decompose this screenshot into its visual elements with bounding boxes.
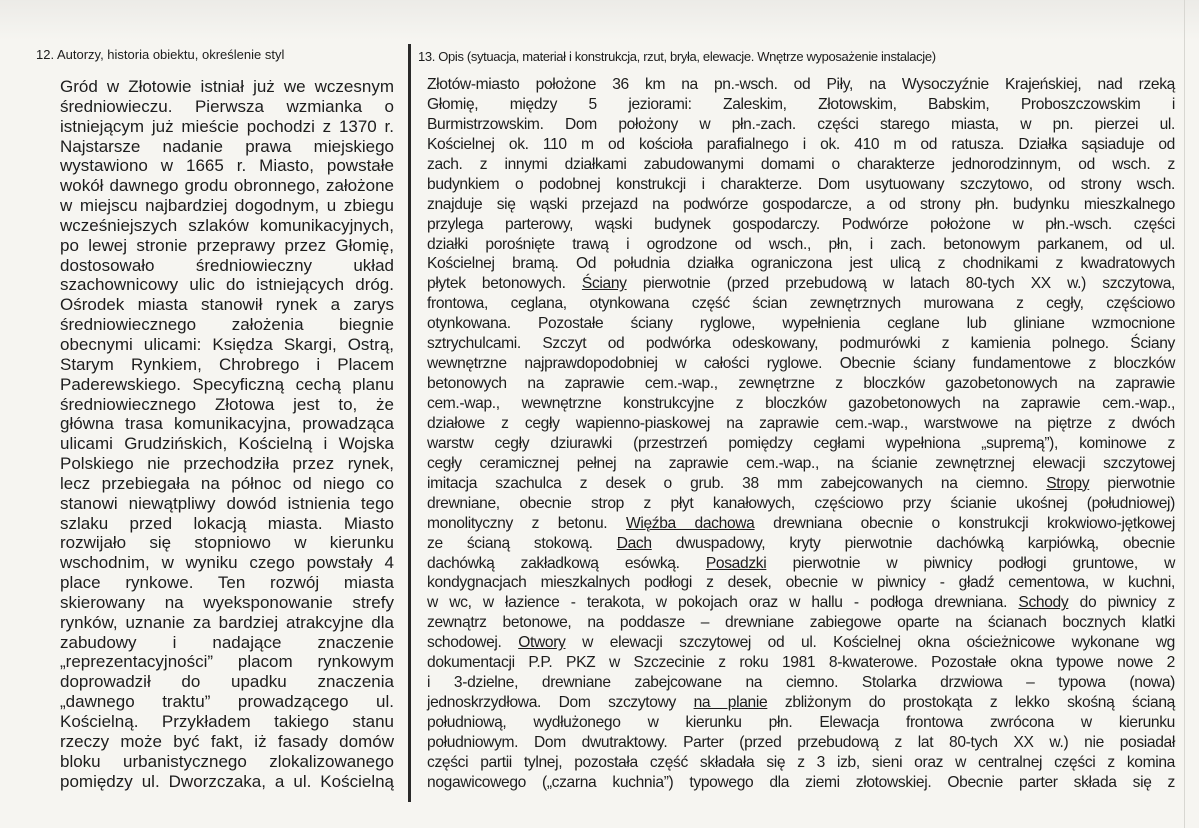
text-segment: części partii tylnej, pozostała część składała się z 3 izb, sieni oraz w centralnej części z komina — [427, 753, 1175, 771]
text-segment: betonowych na zaprawie cem.-wap., zewnętrzne z bloczków gazobetonowych na zaprawie — [427, 375, 1175, 393]
underlined-term: Schody — [1018, 594, 1069, 612]
text-line — [427, 653, 1175, 673]
text-line — [427, 155, 1175, 175]
text-segment: zach. z innymi działkami zabudowanymi domami o charakterze jednorodzinnym, od wsch. z — [427, 155, 1175, 173]
text-line — [427, 633, 1175, 653]
text-segment: w elewacji szczytowej od ul. Kościelnej okna ościeżnicowe wykonane wg — [565, 634, 1176, 652]
text-line — [427, 494, 1175, 514]
text-line — [427, 354, 1175, 374]
underlined-term: na planie — [693, 694, 768, 712]
text-line: Polskiego nie przechodziła przez rynek, — [60, 454, 394, 474]
text-segment: nogawicowego („czarna kuchnia”) typowego dla ziemi złotowskiej. Obecnie parter składa się z — [427, 773, 1175, 791]
text-line — [427, 534, 1175, 554]
text-line: Gród w Złotowie istniał już we wczesnym — [60, 77, 394, 96]
text-line — [427, 215, 1175, 235]
text-segment: budynkiem o podobnej konstrukcji i charakterze. Dom usytuowany szczytowo, od strony wsch. — [427, 175, 1175, 193]
text-line: średniowieczu. Pierwsza wzmianka o — [60, 96, 394, 116]
text-line: wcześniejszych szlaków komunikacyjnych, — [60, 215, 394, 235]
text-line: rozwijało się stopniowo w kierunku — [60, 533, 394, 553]
text-line — [427, 95, 1175, 115]
text-segment: Kościelnej ok. 110 m od kościoła parafialnego i ok. 410 m od ratusza. Działka sąsiaduje od — [427, 135, 1175, 153]
text-line — [427, 454, 1175, 474]
text-line — [427, 554, 1175, 574]
underlined-term: Ściany — [581, 275, 627, 293]
text-segment: pierwotnie — [1089, 474, 1175, 492]
underlined-term: Więźba dachowa — [625, 514, 755, 532]
text-segment: do piwnicy z — [1068, 594, 1175, 612]
text-line: istniejącym już mieście pochodzi z 1370 r. — [60, 116, 394, 136]
text-segment: pierwotnie (przed przebudową w latach 80-tych XX w.) szczytowa, — [626, 275, 1176, 293]
text-line: pomiędzy ul. Dworzczaka, a ul. Kościelną — [60, 771, 394, 791]
text-line — [427, 274, 1175, 294]
text-line: stanowi niewątpliwy dowód istnienia tego — [60, 493, 394, 513]
text-line — [427, 474, 1175, 494]
text-segment: zewnątrz betonowe, na poddasze – drewniane zabiegowe oparte na ścianach bocznych klatki — [427, 614, 1175, 632]
text-line: „reprezentacyjności” placom rynkowym — [60, 652, 394, 672]
scan-shading — [0, 0, 1199, 40]
text-line: zabudowy i nadające znaczenie — [60, 632, 394, 652]
underlined-term: Posadzki — [705, 554, 767, 572]
text-line: doprowadził do upadku znaczenia — [60, 672, 394, 692]
text-segment: południową, wydłużonego w kierunku płn. Elewacja frontowa zwrócona w kierunku — [427, 714, 1175, 731]
text-segment: schodowej. — [427, 634, 519, 652]
text-segment: południowym. Dom dwutraktowy. Parter (przed przebudową z lat 80-tych XX w.) nie posiadał — [427, 733, 1175, 751]
text-line: szlaku przed lokacją miasta. Miasto — [60, 513, 394, 533]
text-segment: ze ścianą stokową. — [427, 534, 617, 552]
text-segment: drewniana obecnie o konstrukcji krokwiowo-jętkowej — [754, 514, 1175, 532]
section-13-heading: 13. Opis (sytuacja, materiał i konstrukcja, rzut, bryła, elewacje. Wnętrze wyposażenie instalacje) — [418, 49, 936, 64]
text-line — [427, 753, 1175, 773]
text-line: rynków, uznanie za bardziej atrakcyjne dla — [60, 612, 394, 632]
text-line — [427, 713, 1175, 733]
text-segment: Głomię, między 5 jeziorami: Zaleskim, Złotowskim, Babskim, Proboszczowskim i — [427, 95, 1175, 113]
text-line: „dawnego traktu” prowadzącego ul. — [60, 692, 394, 712]
text-line — [427, 254, 1175, 274]
text-segment: cem.-wap., wewnętrzne konstrukcyjne z bloczków gazobetonowych na zaprawie cem.-wap., — [427, 395, 1175, 412]
text-line: średniowiecznego założenia biegnie — [60, 315, 394, 335]
text-segment: dachówką zakładkową esówką. — [427, 554, 706, 572]
text-segment: Burmistrzowskim. Dom położony w płn.-zach. części starego miasta, w pn. pierzei ul. — [427, 115, 1175, 133]
text-line — [427, 733, 1175, 753]
text-segment: pierwotnie w piwnicy podłogi gruntowe, w — [766, 554, 1175, 572]
text-line — [427, 394, 1175, 414]
text-line — [427, 613, 1175, 633]
column-divider — [408, 44, 411, 802]
text-line — [427, 374, 1175, 394]
page-edge — [1184, 0, 1185, 828]
text-segment: w wc, w łazience - terakota, w pokojach oraz w hallu - podłoga drewniana. — [427, 594, 1019, 612]
text-segment: drewniane, obecnie strop z płyt kanałowych, częściowo przy ścianie ukośnej (południowej) — [427, 494, 1175, 512]
text-line: Ośrodek miasta stanowił rynek a zarys — [60, 295, 394, 315]
text-line — [427, 514, 1175, 534]
text-line — [427, 673, 1175, 693]
underlined-term: Dach — [616, 534, 652, 552]
text-line: Starym Rynkiem, Chrobrego i Placem — [60, 354, 394, 374]
underlined-term: Otwory — [518, 634, 566, 652]
text-line — [427, 593, 1175, 613]
text-line — [427, 414, 1175, 434]
text-line: bloku urbanistycznego zlokalizowanego — [60, 751, 394, 771]
description-text-column — [427, 75, 1175, 793]
text-segment: dwuspadowy, kryty pierwotnie dachówką karpiówką, obecnie — [651, 534, 1175, 552]
text-line: place rynkowe. Ten rozwój miasta — [60, 573, 394, 593]
text-segment: działowe z cegły wapienno-piaskowej na zaprawie cem.-wap., warstwowe na piętrze z dwóch — [427, 414, 1175, 432]
text-line: główna trasa komunikacyjna, prowadząca — [60, 414, 394, 434]
text-line: Najstarsze nadanie prawa miejskiego — [60, 136, 394, 156]
text-line: ulicami Grudzińskich, Kościelną i Wojska — [60, 434, 394, 454]
text-line: obecnymi ulicami: Księdza Skargi, Ostrą, — [60, 334, 394, 354]
text-line: dostosowało średniowieczny układ — [60, 255, 394, 275]
text-segment: wewnętrzne najprawdopodobniej w całości ryglowe. Obecnie ściany fundamentowe z bloczków — [427, 355, 1175, 373]
text-segment: sztrychulcami. Szczyt od podwórka odeskowany, podmurówki z kamienia polnego. Ściany — [427, 335, 1175, 353]
text-line: wystawiono w 1665 r. Miasto, powstałe — [60, 156, 394, 176]
text-segment: imitacja szachulca z desek o grub. 38 mm zabejcowanych na ciemno. — [427, 474, 1047, 492]
text-line: rzeczy może być fakt, iż fasady domów — [60, 731, 394, 751]
text-segment: i 3-dzielne, drewniane zabejcowane na ciemno. Stolarka drzwiowa – typowa (nowa) — [427, 674, 1175, 692]
text-line: skierowany na wyeksponowanie strefy — [60, 592, 394, 612]
text-segment: znajduje się wąski przejazd na podwórze gospodarcze, a od strony płn. budynku mieszkalnego — [427, 195, 1175, 213]
text-line — [427, 175, 1175, 195]
text-segment: płytek betonowych. — [427, 275, 582, 293]
text-line — [427, 195, 1175, 215]
text-segment: cegły ceramicznej pełnej na zaprawie cem.-wap., na ścianie zewnętrznej elewacji szczytowej — [427, 454, 1175, 472]
text-segment: frontowa, ceglana, otynkowana część ścian zewnętrznych murowana z cegły, częściowo — [427, 295, 1175, 313]
text-segment: przylega parterowy, wąski budynek gospodarczy. Podwórze położone w płn.-wsch. części — [427, 215, 1175, 233]
text-line — [427, 135, 1175, 155]
text-line — [427, 314, 1175, 334]
text-line — [427, 334, 1175, 354]
text-line — [427, 235, 1175, 255]
text-line: Kościelną. Przykładem takiego stanu — [60, 712, 394, 731]
text-segment: warstw cegły dziurawki (przestrzeń pomiędzy cegłami wypełniona „supremą”), kominowe z — [427, 434, 1175, 452]
text-segment: otynkowana. Pozostałe ściany ryglowe, wypełnienia ceglane lub gliniane wzmocnione — [427, 315, 1175, 333]
text-line — [427, 294, 1175, 314]
text-line — [427, 434, 1175, 454]
text-line — [427, 75, 1175, 95]
text-line: szachownicowy ulic do istniejących dróg. — [60, 275, 394, 295]
text-line — [427, 773, 1175, 793]
history-text-column — [60, 77, 394, 791]
text-line: średniowiecznego Złotowa jest to, że — [60, 394, 394, 414]
text-line: lecz przebiegała na północ od niego co — [60, 473, 394, 493]
text-segment: kondygnacjach mieszkalnych podłogi z desek, obecnie w piwnicy - gładź cementowa, w kuchni, — [427, 574, 1175, 592]
text-line: wschodnim, w wyniku czego powstały 4 — [60, 553, 394, 573]
underlined-term: Stropy — [1046, 474, 1090, 492]
text-line — [427, 115, 1175, 135]
text-line: wokół dawnego grodu obronnego, założone — [60, 176, 394, 196]
text-segment: działki porośnięte trawą i ogrodzone od wsch., płn, i zach. betonowym parkanem, od ul. — [427, 235, 1175, 253]
text-line — [427, 573, 1175, 593]
text-line: Paderewskiego. Specyficzną cechą planu — [60, 374, 394, 394]
text-segment: Kościelnej bramą. Od południa działka ograniczona jest ulicą z chodnikami z kwadratowych — [427, 255, 1175, 273]
text-segment: jednoskrzydłowa. Dom szczytowy — [427, 694, 694, 712]
text-segment: Złotów-miasto położone 36 km na pn.-wsch. od Piły, na Wysoczyźnie Krajeńskiej, nad rzeką — [427, 76, 1175, 93]
text-line: w miejscu najbardziej dogodnym, u zbiegu — [60, 196, 394, 216]
text-segment: zbliżonym do prostokąta z lekko skośną ścianą — [767, 694, 1175, 712]
section-12-heading: 12. Autorzy, historia obiektu, określenie styl — [36, 47, 285, 62]
text-line — [427, 693, 1175, 713]
text-line: po lewej stronie przeprawy przez Głomię, — [60, 235, 394, 255]
text-segment: monolityczny z betonu. — [427, 514, 626, 532]
text-segment: dokumentacji P.P. PKZ w Szczecinie z roku 1981 8-kwaterowe. Pozostałe okna typowe nowe 2 — [427, 654, 1175, 672]
